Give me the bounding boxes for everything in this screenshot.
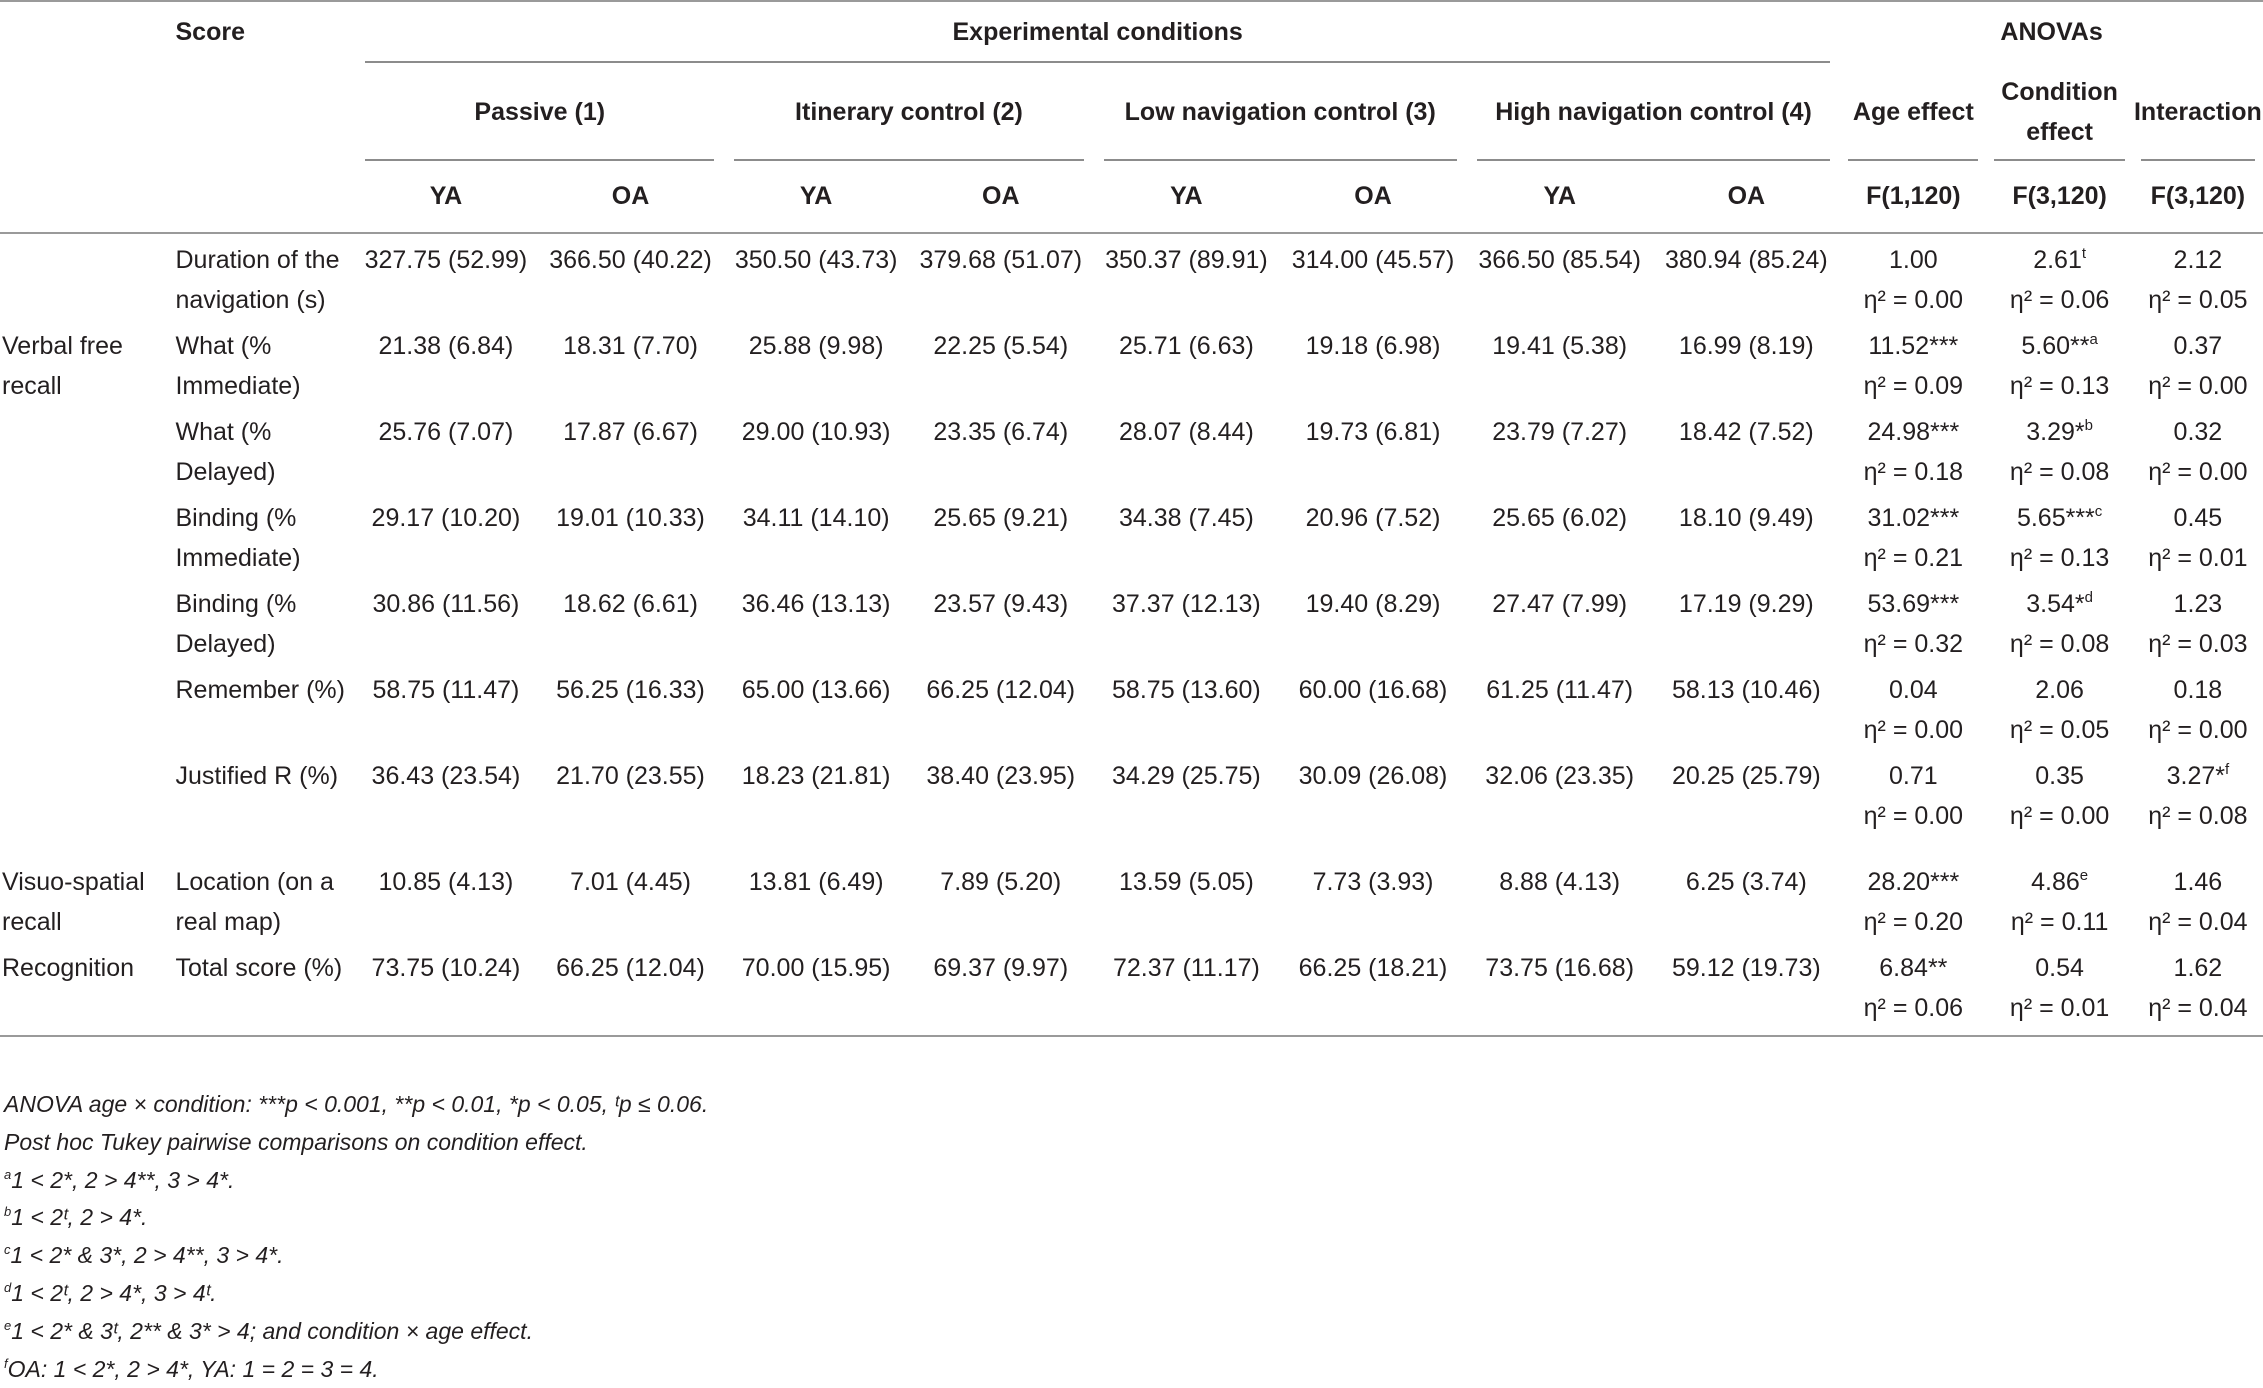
cell-mean-sd: 61.25 (11.47) — [1486, 676, 1634, 704]
cell-anova-cond — [1986, 664, 2132, 750]
cell-mean-sd: 17.19 (9.29) — [1678, 590, 1814, 618]
table-body — [0, 233, 2263, 1036]
cell-anova-cond — [1986, 578, 2132, 664]
cell-mean-sd: 30.86 (11.56) — [372, 590, 520, 618]
cell-mean-sd: 19.01 (10.33) — [556, 504, 705, 532]
cell-mean-sd: 18.42 (7.52) — [1678, 418, 1814, 446]
table-footnotes — [4, 1086, 708, 1388]
cell-mean-sd: 350.37 (89.91) — [1105, 246, 1268, 274]
eta-squared: η² = 0.00 — [2148, 458, 2248, 486]
f-value: 11.52*** — [1868, 332, 1959, 360]
footnote — [4, 1162, 708, 1200]
cell-mean-sd: 69.37 (9.97) — [908, 942, 1094, 1036]
cell-mean-sd: 7.73 (3.93) — [1312, 868, 1434, 896]
eta-squared: η² = 0.00 — [2009, 802, 2110, 830]
cell-mean-sd: 34.38 (7.45) — [1118, 504, 1254, 532]
f-value: 0.37 — [2173, 332, 2223, 360]
header-ya: YA — [355, 161, 537, 233]
eta-squared: η² = 0.01 — [2148, 544, 2248, 572]
cell-mean-sd: 28.07 (8.44) — [1118, 418, 1254, 446]
cell-mean-sd: 20.96 (7.52) — [1305, 504, 1441, 532]
f-value: 24.98*** — [1867, 418, 1960, 446]
cell-mean-sd: 314.00 (45.57) — [1291, 246, 1455, 274]
cell-mean-sd: 58.75 (11.47) — [372, 676, 520, 704]
table-row — [0, 578, 2263, 664]
cell-anova-age — [1840, 406, 1986, 492]
f-value: 1.23 — [2173, 590, 2223, 618]
cell-mean-sd: 25.71 (6.63) — [1118, 332, 1254, 360]
eta-squared: η² = 0.06 — [1863, 994, 1964, 1022]
footnote — [4, 1313, 708, 1351]
eta-squared: η² = 0.11 — [2010, 908, 2109, 936]
header-age-effect: Age effect — [1840, 63, 1986, 161]
table-row — [0, 233, 2263, 320]
footnote-text: ANOVA age × condition: ***p < 0.001, **p < 0.01, *p < 0.05, ᵗp ≤ 0.06. — [4, 1091, 709, 1117]
f-value: 5.60** — [2021, 332, 2090, 360]
cell-mean-sd: 59.12 (19.73) — [1652, 942, 1840, 1036]
cell-mean-sd: 350.50 (43.73) — [734, 246, 898, 274]
header-condition-passive: Passive (1) — [355, 63, 724, 161]
footnote-marker: c — [2094, 503, 2103, 520]
header-condition-effect: Condition effect — [1986, 63, 2132, 161]
cell-anova-inter — [2133, 406, 2263, 492]
cell-mean-sd: 60.00 (16.68) — [1298, 676, 1448, 704]
cell-mean-sd: 65.00 (13.66) — [741, 676, 891, 704]
eta-squared: η² = 0.08 — [2009, 630, 2110, 658]
cell-mean-sd: 25.76 (7.07) — [378, 418, 514, 446]
row-score-label: What (% Immediate) — [175, 332, 301, 400]
header-condition-low-navigation: Low navigation control (3) — [1094, 63, 1467, 161]
cell-anova-cond — [1986, 942, 2132, 1036]
eta-squared: η² = 0.09 — [1863, 372, 1964, 400]
cell-mean-sd: 20.25 (25.79) — [1671, 762, 1821, 790]
cell-mean-sd: 13.59 (5.05) — [1118, 868, 1254, 896]
cell-mean-sd: 38.40 (23.95) — [926, 762, 1076, 790]
footnote-marker: t — [2081, 245, 2087, 262]
cell-mean-sd: 19.73 (6.81) — [1305, 418, 1441, 446]
cell-anova-inter — [2133, 320, 2263, 406]
eta-squared: η² = 0.32 — [1863, 630, 1964, 658]
eta-squared: η² = 0.01 — [2009, 994, 2110, 1022]
cell-mean-sd: 56.25 (16.33) — [556, 676, 705, 704]
header-f-condition: F(3,120) — [1986, 161, 2132, 233]
cell-mean-sd: 18.62 (6.61) — [563, 590, 698, 618]
cell-mean-sd: 25.65 (6.02) — [1492, 504, 1628, 532]
eta-squared: η² = 0.00 — [1863, 716, 1964, 744]
header-anovas: ANOVAs — [1840, 1, 2263, 63]
cell-mean-sd: 36.46 (13.13) — [741, 590, 891, 618]
row-score-label: Duration of the navigation (s) — [175, 246, 340, 314]
f-value: 0.45 — [2173, 504, 2223, 532]
footnote-text: OA: 1 < 2*, 2 > 4*, YA: 1 = 2 = 3 = 4. — [7, 1355, 379, 1382]
cell-anova-cond — [1986, 233, 2132, 320]
cell-mean-sd: 10.85 (4.13) — [378, 868, 514, 896]
cell-mean-sd: 70.00 (15.95) — [724, 942, 908, 1036]
table-row — [0, 492, 2263, 578]
cell-mean-sd: 18.23 (21.81) — [741, 762, 891, 790]
header-oa: OA — [908, 161, 1094, 233]
cell-anova-cond — [1986, 492, 2132, 578]
cell-mean-sd: 29.00 (10.93) — [741, 418, 891, 446]
eta-squared: η² = 0.21 — [1863, 544, 1964, 572]
eta-squared: η² = 0.03 — [2148, 630, 2248, 658]
header-ya: YA — [724, 161, 908, 233]
footnote-letter: e — [4, 1317, 12, 1333]
eta-squared: η² = 0.04 — [2148, 908, 2248, 936]
cell-anova-age — [1840, 942, 1986, 1036]
footnote — [4, 1124, 708, 1162]
footnote-letter: f — [4, 1355, 8, 1371]
cell-mean-sd: 380.94 (85.24) — [1665, 246, 1828, 274]
header-interaction: Interaction — [2133, 63, 2263, 161]
f-value: 0.32 — [2173, 418, 2223, 446]
cell-mean-sd: 6.25 (3.74) — [1685, 868, 1807, 896]
cell-mean-sd: 18.31 (7.70) — [563, 332, 698, 360]
row-category: Recognition — [0, 942, 169, 1036]
header-f-age: F(1,120) — [1840, 161, 1986, 233]
cell-mean-sd: 23.79 (7.27) — [1492, 418, 1628, 446]
table-row — [0, 664, 2263, 750]
header-oa: OA — [537, 161, 725, 233]
cell-anova-age — [1840, 750, 1986, 856]
cell-mean-sd: 29.17 (10.20) — [371, 504, 521, 532]
footnote-text: Post hoc Tukey pairwise comparisons on condition effect. — [4, 1128, 588, 1155]
cell-mean-sd: 36.43 (23.54) — [371, 762, 521, 790]
row-category — [0, 406, 169, 492]
cell-mean-sd: 19.41 (5.38) — [1492, 332, 1628, 360]
header-condition-itinerary: Itinerary control (2) — [724, 63, 1093, 161]
f-value: 0.71 — [1889, 762, 1938, 790]
cell-anova-inter — [2133, 942, 2263, 1036]
eta-squared: η² = 0.08 — [2148, 802, 2248, 830]
f-value: 3.29* — [2026, 418, 2085, 446]
cell-anova-cond — [1986, 856, 2132, 942]
footnote-text: 1 < 2*, 2 > 4**, 3 > 4*. — [11, 1166, 235, 1193]
cell-anova-cond — [1986, 406, 2132, 492]
f-value: 6.84** — [1879, 954, 1948, 982]
f-value: 5.65*** — [2016, 504, 2095, 532]
footnote-letter: a — [4, 1166, 12, 1182]
cell-anova-age — [1840, 233, 1986, 320]
eta-squared: η² = 0.05 — [2009, 716, 2110, 744]
header-oa: OA — [1652, 161, 1840, 233]
cell-mean-sd: 7.01 (4.45) — [570, 868, 691, 896]
cell-mean-sd: 13.81 (6.49) — [748, 868, 884, 896]
row-category — [0, 578, 169, 664]
header-ya: YA — [1094, 161, 1280, 233]
header-score: Score — [169, 1, 355, 63]
f-value: 53.69*** — [1867, 590, 1960, 618]
row-score-label: What (% Delayed) — [175, 418, 276, 486]
cell-mean-sd: 16.99 (8.19) — [1678, 332, 1814, 360]
footnote-marker: b — [2084, 417, 2093, 434]
f-value: 0.54 — [2035, 954, 2084, 982]
footnote-text: 1 < 2ᵗ, 2 > 4*, 3 > 4ᵗ. — [11, 1279, 217, 1306]
eta-squared: η² = 0.08 — [2009, 458, 2110, 486]
row-score-label: Remember (%) — [175, 676, 345, 704]
row-category: Visuo-spatial recall — [2, 868, 145, 936]
eta-squared: η² = 0.04 — [2148, 994, 2248, 1022]
f-value: 0.35 — [2035, 762, 2084, 790]
f-value: 1.00 — [1889, 246, 1938, 274]
footnote-text: 1 < 2* & 3*, 2 > 4**, 3 > 4*. — [10, 1242, 284, 1269]
cell-anova-age — [1840, 664, 1986, 750]
table-row — [0, 750, 2263, 856]
eta-squared: η² = 0.00 — [1863, 802, 1964, 830]
row-category — [0, 492, 169, 578]
row-score-label: Justified R (%) — [175, 762, 339, 790]
f-value: 2.61 — [2033, 246, 2082, 274]
footnote — [4, 1237, 708, 1275]
footnote — [4, 1275, 708, 1313]
f-value: 2.12 — [2173, 246, 2223, 274]
header-condition-high-navigation: High navigation control (4) — [1467, 63, 1840, 161]
footnote-text: 1 < 2ᵗ, 2 > 4*. — [11, 1204, 148, 1231]
cell-anova-inter — [2133, 664, 2263, 750]
table-header — [0, 1, 2263, 233]
f-value: 3.54* — [2026, 590, 2085, 618]
cell-mean-sd: 73.75 (16.68) — [1467, 942, 1653, 1036]
row-category — [0, 233, 169, 320]
footnote — [4, 1351, 708, 1388]
f-value: 1.62 — [2173, 954, 2223, 982]
cell-anova-inter — [2133, 492, 2263, 578]
cell-anova-inter — [2133, 233, 2263, 320]
cell-mean-sd: 327.75 (52.99) — [364, 246, 528, 274]
footnote-marker: a — [2089, 331, 2098, 348]
footnote-marker: f — [2224, 761, 2230, 778]
header-f-interaction: F(3,120) — [2133, 161, 2263, 233]
eta-squared: η² = 0.13 — [2009, 544, 2110, 572]
footnote-letter: d — [4, 1279, 12, 1295]
row-score-label: Total score (%) — [169, 942, 355, 1036]
table-row — [0, 320, 2263, 406]
cell-anova-age — [1840, 492, 1986, 578]
cell-mean-sd: 34.11 (14.10) — [742, 504, 890, 532]
cell-mean-sd: 58.13 (10.46) — [1671, 676, 1821, 704]
cell-mean-sd: 18.10 (9.49) — [1678, 504, 1814, 532]
cell-mean-sd: 19.18 (6.98) — [1305, 332, 1441, 360]
eta-squared: η² = 0.05 — [2148, 286, 2248, 314]
row-category — [0, 750, 169, 856]
eta-squared: η² = 0.00 — [1863, 286, 1964, 314]
cell-mean-sd: 23.35 (6.74) — [933, 418, 1069, 446]
cell-mean-sd: 19.40 (8.29) — [1305, 590, 1441, 618]
cell-mean-sd: 30.09 (26.08) — [1298, 762, 1448, 790]
cell-mean-sd: 366.50 (40.22) — [549, 246, 712, 274]
cell-mean-sd: 32.06 (23.35) — [1485, 762, 1635, 790]
cell-mean-sd: 72.37 (11.17) — [1094, 942, 1280, 1036]
cell-mean-sd: 58.75 (13.60) — [1112, 676, 1261, 704]
cell-mean-sd: 17.87 (6.67) — [563, 418, 698, 446]
row-score-label: Location (on a real map) — [175, 868, 334, 936]
eta-squared: η² = 0.20 — [1863, 908, 1964, 936]
cell-anova-inter — [2133, 578, 2263, 664]
f-value: 4.86 — [2031, 868, 2080, 896]
cell-mean-sd: 23.57 (9.43) — [933, 590, 1069, 618]
cell-anova-cond — [1986, 320, 2132, 406]
row-score-label: Binding (% Delayed) — [175, 590, 297, 658]
f-value: 1.46 — [2173, 868, 2223, 896]
cell-anova-inter — [2133, 856, 2263, 942]
eta-squared: η² = 0.13 — [2009, 372, 2110, 400]
cell-anova-cond — [1986, 750, 2132, 856]
f-value: 0.04 — [1889, 676, 1938, 704]
cell-anova-age — [1840, 320, 1986, 406]
row-category: Verbal free recall — [2, 332, 123, 400]
cell-mean-sd: 22.25 (5.54) — [933, 332, 1069, 360]
header-experimental-conditions: Experimental conditions — [355, 1, 1840, 63]
cell-anova-age — [1840, 578, 1986, 664]
cell-mean-sd: 66.25 (18.21) — [1279, 942, 1467, 1036]
header-blank — [0, 1, 169, 63]
row-category — [0, 664, 169, 750]
f-value: 3.27* — [2166, 762, 2225, 790]
footnote — [4, 1086, 708, 1124]
cell-mean-sd: 34.29 (25.75) — [1112, 762, 1261, 790]
eta-squared: η² = 0.00 — [2148, 372, 2248, 400]
cell-anova-age — [1840, 856, 1986, 942]
cell-mean-sd: 66.25 (12.04) — [926, 676, 1076, 704]
f-value: 31.02*** — [1867, 504, 1960, 532]
eta-squared: η² = 0.18 — [1863, 458, 1964, 486]
footnote-marker: e — [2079, 867, 2089, 884]
f-value: 0.18 — [2173, 676, 2223, 704]
f-value: 2.06 — [2035, 676, 2084, 704]
footnote — [4, 1199, 708, 1237]
cell-mean-sd: 21.38 (6.84) — [378, 332, 514, 360]
cell-mean-sd: 366.50 (85.54) — [1478, 246, 1641, 274]
eta-squared: η² = 0.06 — [2009, 286, 2110, 314]
cell-mean-sd: 25.88 (9.98) — [748, 332, 884, 360]
footnote-letter: c — [4, 1242, 11, 1258]
cell-mean-sd: 8.88 (4.13) — [1499, 868, 1621, 896]
cell-mean-sd: 37.37 (12.13) — [1112, 590, 1261, 618]
footnote-marker: d — [2084, 589, 2093, 606]
row-score-label: Binding (% Immediate) — [175, 504, 301, 572]
cell-mean-sd: 7.89 (5.20) — [940, 868, 1062, 896]
footnote-letter: b — [4, 1204, 12, 1220]
footnote-text: 1 < 2* & 3ᵗ, 2** & 3* > 4; and condition × age effect. — [11, 1317, 533, 1344]
eta-squared: η² = 0.00 — [2148, 716, 2248, 744]
header-oa: OA — [1279, 161, 1467, 233]
cell-mean-sd: 27.47 (7.99) — [1492, 590, 1628, 618]
cell-mean-sd: 73.75 (10.24) — [355, 942, 537, 1036]
cell-mean-sd: 379.68 (51.07) — [919, 246, 1083, 274]
table-row — [0, 942, 2263, 1036]
cell-mean-sd: 25.65 (9.21) — [933, 504, 1069, 532]
table-row — [0, 856, 2263, 942]
cell-mean-sd: 66.25 (12.04) — [537, 942, 725, 1036]
cell-mean-sd: 21.70 (23.55) — [556, 762, 705, 790]
f-value: 28.20*** — [1867, 868, 1960, 896]
header-ya: YA — [1467, 161, 1653, 233]
cell-anova-inter — [2133, 750, 2263, 856]
table-row — [0, 406, 2263, 492]
